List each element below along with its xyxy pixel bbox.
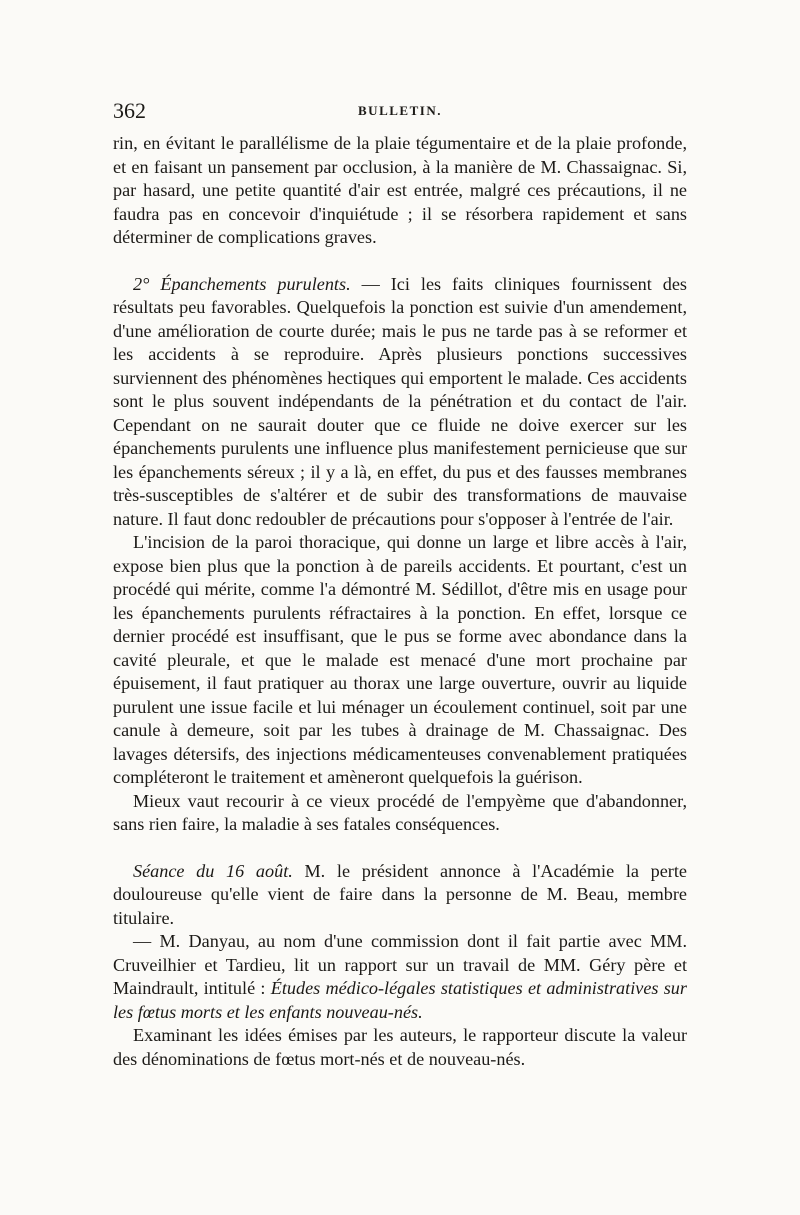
- paragraph-incision: L'incision de la paroi thoracique, qui donne un large et libre accès à l'air, expose bien plus que la ponction à de pareils accidents. Et pourtant, c'est un procédé qui mérite, comme l'a démontré M. Sédillot, d'être mis en usage pour les épanchements purulents réfractaires à la ponction. En effet, lorsque ce dernier procédé est insuffisant, que le pus se forme avec abondance dans la cavité pleurale, et que le malade est menacé d'une mort prochaine par épuisement, il faut pratiquer au thorax une large ouverture, ouvrir au liquide purulent une issue facile et lui ménager un écoulement continuel, soit par une canule à demeure, soit par les tubes à drainage de M. Chassaignac. Des lavages détersifs, des injections médicamenteuses convenablement pratiquées compléteront le traitement et amèneront quelquefois la guérison.: [113, 532, 687, 787]
- paragraph-examinant: Examinant les idées émises par les auteurs, le rapporteur discute la valeur des dénominations de fœtus mort-nés et de nouveau-nés.: [113, 1025, 687, 1069]
- body-text: [113, 132, 687, 1071]
- paragraph-epanchements-purulents: 2° Épanchements purulents. — Ici les faits cliniques fournissent des résultats peu favorables. Quelquefois la ponction est suivie d'un amendement, d'une amélioration de courte durée; mais le pus ne tarde pas à se reformer et les accidents à se reproduire. Après plusieurs ponctions successives surviennent des phénomènes hectiques qui emportent le malade. Ces accidents sont le plus souvent indépendants de la pénétration et du contact de l'air. Cependant on ne saurait douter que ce fluide ne doive exercer sur les épanchements purulents une influence plus manifestement pernicieuse que sur les épanchements séreux ; il y a là, en effet, du pus et des fausses membranes très-susceptibles de s'altérer et de subir des transformations de mauvaise nature. Il faut donc redoubler de précautions pour s'opposer à l'entrée de l'air.: [113, 273, 687, 529]
- session-heading: Séance du 16 août.: [133, 860, 293, 881]
- paragraph-empyeme: Mieux vaut recourir à ce vieux procédé de l'empyème que d'abandonner, sans rien faire, la maladie à ses fatales conséquences.: [113, 790, 687, 834]
- page-number: 362: [113, 98, 146, 123]
- section-heading: 2° Épanchements purulents.: [133, 273, 351, 294]
- paragraph-seance: Séance du 16 août. M. le président annonce à l'Académie la perte douloureuse qu'elle vient de faire dans la personne de M. Beau, membre titulaire.: [113, 860, 687, 928]
- running-title: BULLETIN.: [358, 103, 442, 118]
- page-header: [113, 98, 687, 124]
- paragraph-continuation: rin, en évitant le parallélisme de la plaie tégumentaire et de la plaie profonde, et en faisant un pansement par occlusion, à la manière de M. Chassaignac. Si, par hasard, une petite quantité d'air est entrée, malgré ces précautions, il ne faudra pas en concevoir d'inquiétude ; il se résorbera rapidement et sans déterminer de complications graves.: [113, 133, 687, 247]
- paragraph-rapport: — M. Danyau, au nom d'une commission dont il fait partie avec MM. Cruveilhier et Tardieu, lit un rapport sur un travail de MM. Géry père et Maindrault, intitulé : Études médico-légales statistiques et administratives sur les fœtus morts et les enfants nouveau-nés.: [113, 931, 687, 1022]
- work-title: Études médico-légales statistiques et administratives sur les fœtus morts et les enfants nouveau-nés.: [113, 978, 687, 1022]
